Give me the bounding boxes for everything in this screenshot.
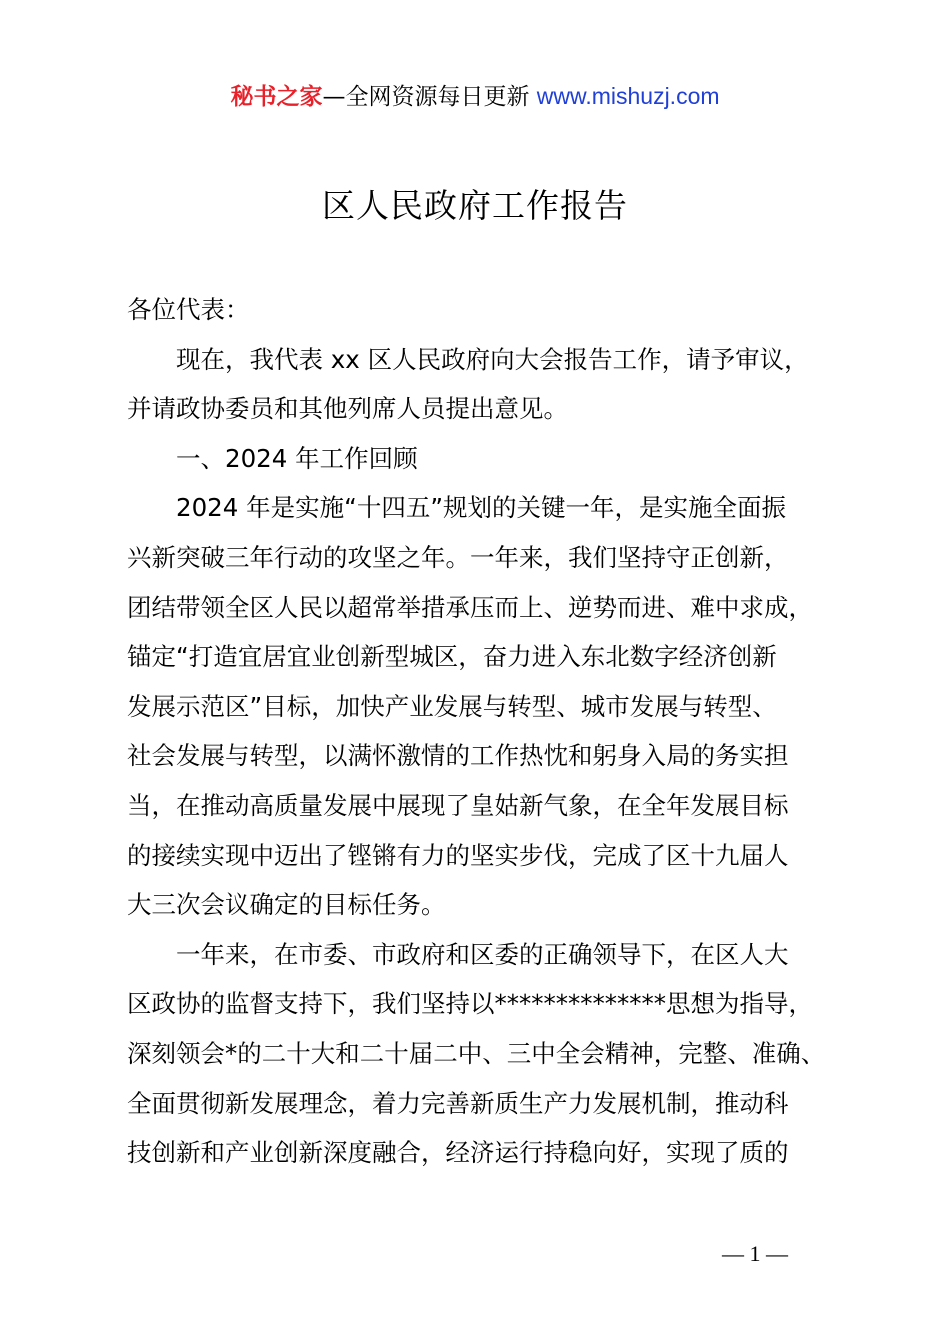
page-number: — 1 —: [722, 1241, 788, 1266]
header-tagline: —全网资源每日更新: [322, 84, 537, 110]
paragraph-line: 团结带领全区人民以超常举措承压而上、逆势而进、难中求成，: [127, 592, 813, 622]
header-url[interactable]: www.mishuzj.com: [536, 83, 720, 109]
salutation: 各位代表：: [127, 295, 250, 324]
brand-name: 秘书之家: [230, 84, 323, 110]
site-header: [0, 78, 950, 115]
section-heading: 一、2024 年工作回顾: [127, 443, 418, 473]
paragraph-line: 深刻领会*的二十大和二十届二中、三中全会精神，完整、准确、: [127, 1039, 826, 1068]
document-title: 区人民政府工作报告: [322, 186, 628, 225]
paragraph-line: 现在，我代表 xx 区人民政府向大会报告工作，请予审议，: [127, 344, 809, 374]
paragraph-line: 全面贯彻新发展理念，着力完善新质生产力发展机制，推动科: [127, 1088, 789, 1118]
paragraph-line: 锚定“打造宜居宜业创新型城区，奋力进入东北数字经济创新: [127, 642, 777, 672]
paragraph-line: 兴新突破三年行动的攻坚之年。一年来，我们坚持守正创新，: [127, 543, 789, 572]
paragraph-line: 一年来，在市委、市政府和区委的正确领导下，在区人大: [127, 939, 789, 969]
paragraph-line: 区政协的监督支持下，我们坚持以**************思想为指导，: [127, 989, 813, 1019]
paragraph-line: 发展示范区”目标，加快产业发展与转型、城市发展与转型、: [127, 691, 777, 721]
paragraph-line: 的接续实现中迈出了铿锵有力的坚实步伐，完成了区十九届人: [127, 840, 789, 870]
paragraph-line: 当，在推动高质量发展中展现了皇姑新气象，在全年发展目标: [127, 791, 789, 820]
paragraph-line: 社会发展与转型，以满怀激情的工作热忱和躬身入局的务实担: [127, 741, 789, 771]
paragraph-line: 大三次会议确定的目标任务。: [127, 890, 446, 920]
paragraph-line: 技创新和产业创新深度融合，经济运行持稳向好，实现了质的: [127, 1138, 789, 1168]
paragraph-line: 2024 年是实施“十四五”规划的关键一年，是实施全面振: [127, 493, 787, 523]
paragraph-line: 并请政协委员和其他列席人员提出意见。: [127, 394, 568, 424]
